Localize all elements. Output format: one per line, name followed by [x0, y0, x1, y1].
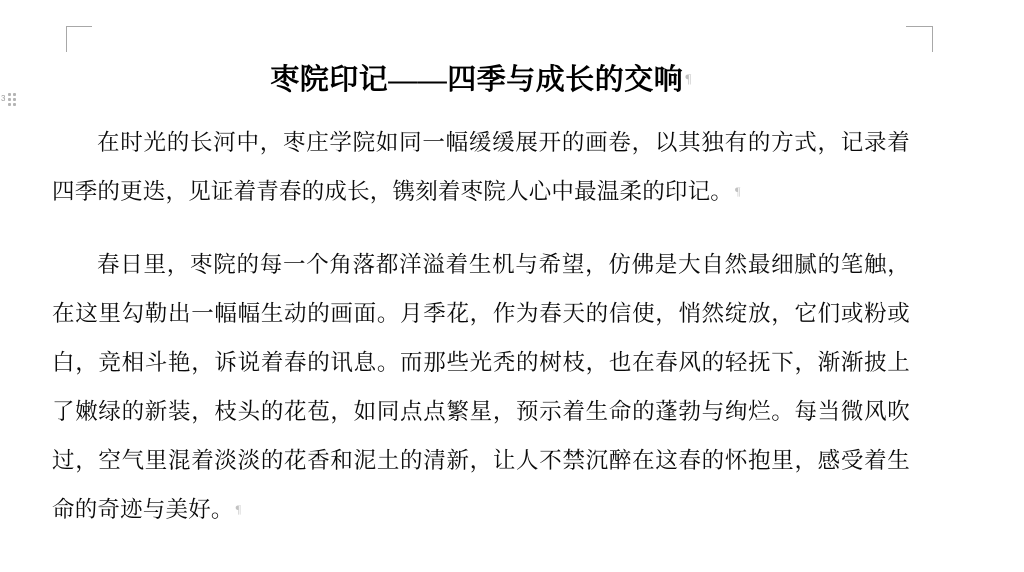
grip-dots-icon[interactable] [8, 93, 17, 106]
paragraph-1 [52, 118, 910, 216]
page-title [52, 62, 910, 100]
paragraph-1-text: 在时光的长河中，枣庄学院如同一幅缓缓展开的画卷，以其独有的方式，记录着四季的更迭，见证着青春的成长，镌刻着枣院人心中最温柔的印记。 [52, 129, 910, 204]
paragraph-spacer [52, 220, 910, 240]
ruler-gutter-label: 3 [1, 94, 6, 103]
paragraph-mark-icon: ¶ [235, 501, 242, 516]
page-title-text: 枣院印记——四季与成长的交响 [270, 64, 684, 96]
paragraph-mark-icon: ¶ [685, 71, 692, 86]
document-text-area[interactable] [52, 62, 910, 538]
paragraph-2-text: 春日里，枣院的每一个角落都洋溢着生机与希望，仿佛是大自然最细腻的笔触，在这里勾勒出一幅幅生动的画面。月季花，作为春天的信使，悄然绽放，它们或粉或白，竞相斗艳，诉说着春的讯息。而那些光秃的树枝，也在春风的轻抚下，渐渐披上了嫩绿的新装，枝头的花苞，如同点点繁星，预示着生命的蓬勃与绚烂。每当微风吹过，空气里混着淡淡的花香和泥土的清新，让人不禁沉醉在这春的怀抱里，感受着生命的奇迹与美好。 [52, 251, 910, 522]
paragraph-2 [52, 240, 910, 534]
paragraph-drag-handle[interactable] [0, 88, 34, 110]
paragraph-mark-icon: ¶ [735, 183, 741, 198]
